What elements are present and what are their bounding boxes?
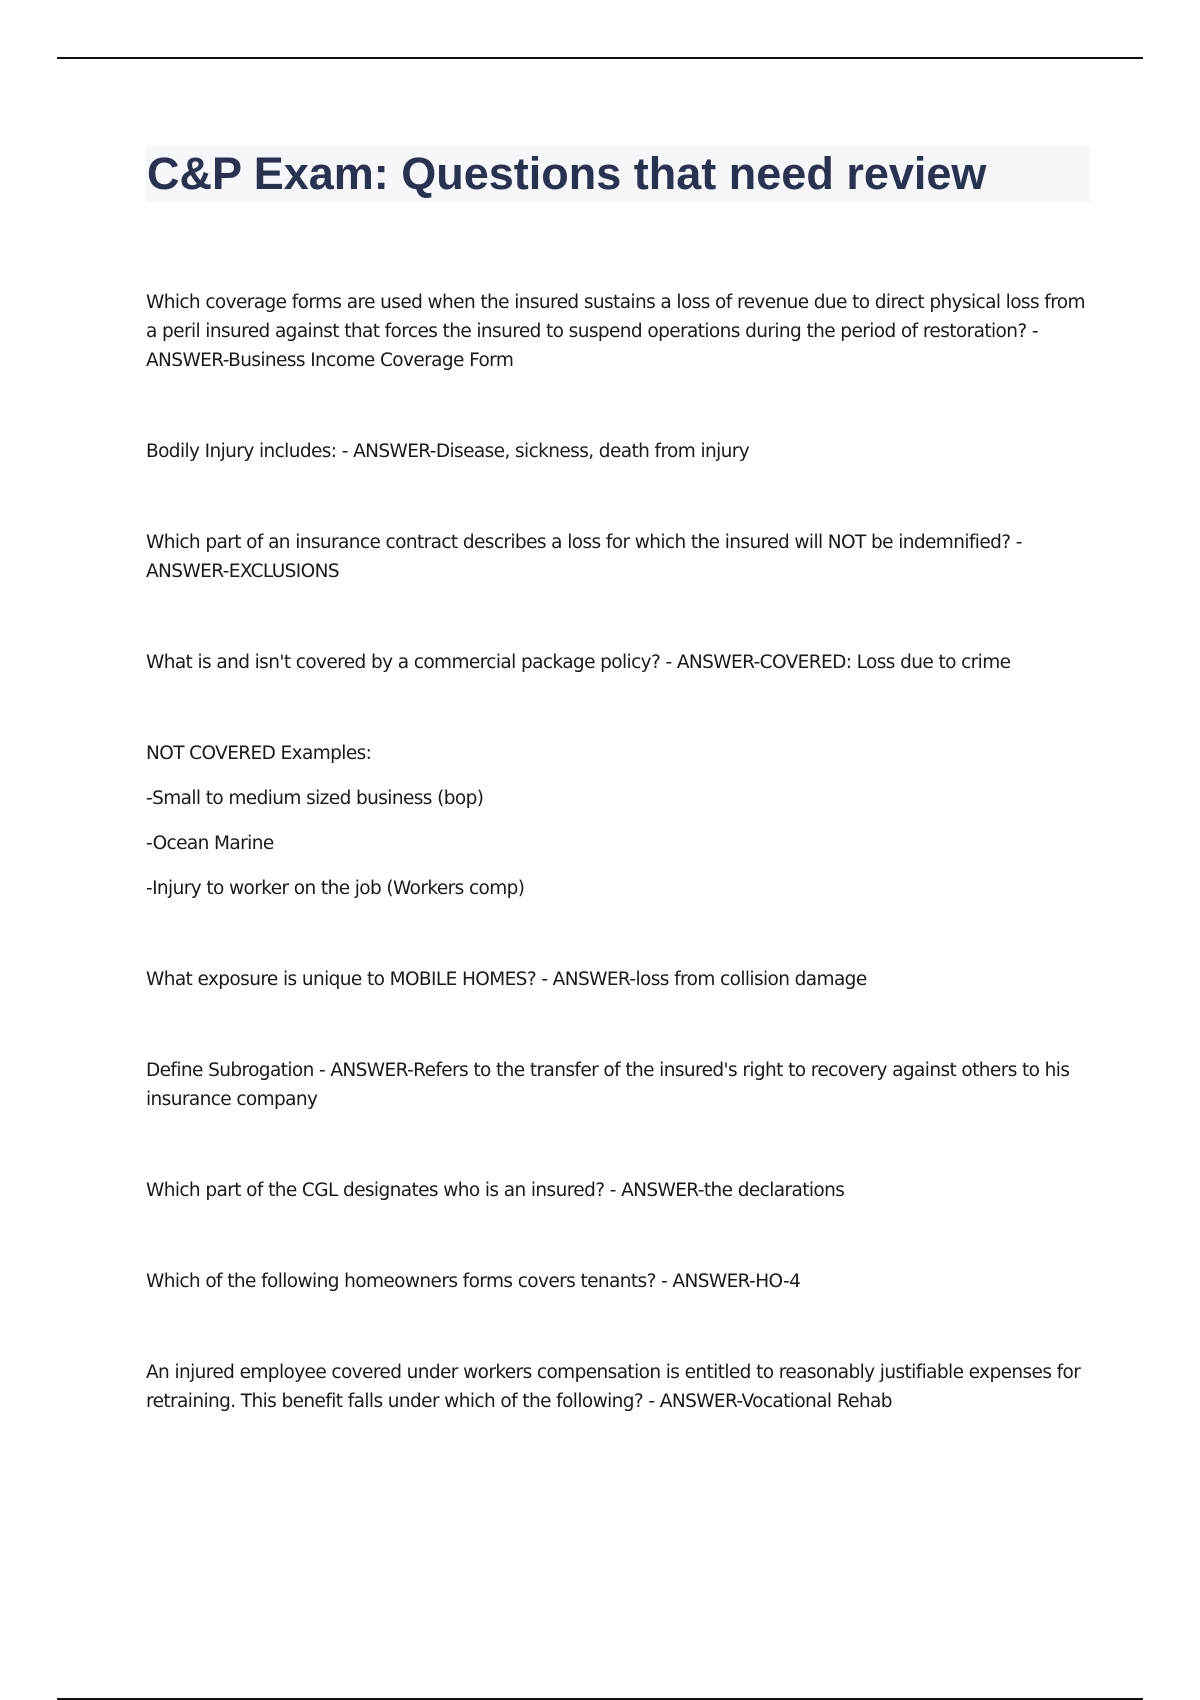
qa-item: Which of the following homeowners forms covers tenants? - ANSWER-HO-4 xyxy=(146,1271,801,1292)
page-title: C&P Exam: Questions that need review xyxy=(147,148,987,199)
qa-list xyxy=(146,288,1090,1416)
title-banner xyxy=(146,146,1090,202)
qa-item: An injured employee covered under workers compensation is entitled to reasonably justifiable expenses for retraining. This benefit falls under which of the following? - ANSWER-Vocational Rehab xyxy=(146,1362,1081,1412)
not-covered-item: -Small to medium sized business (bop) xyxy=(146,788,484,809)
not-covered-item: -Ocean Marine xyxy=(146,833,274,854)
qa-item: Bodily Injury includes: - ANSWER-Disease, sickness, death from injury xyxy=(146,441,750,462)
not-covered-heading: NOT COVERED Examples: xyxy=(146,743,372,764)
qa-item: Define Subrogation - ANSWER-Refers to the transfer of the insured's right to recovery against others to his insurance company xyxy=(146,1060,1070,1110)
qa-item: Which coverage forms are used when the insured sustains a loss of revenue due to direct physical loss from a peril insured against that forces the insured to suspend operations during the period of restoration? - ANSWER-Business Income Coverage Form xyxy=(146,292,1085,371)
qa-item: What is and isn't covered by a commercial package policy? - ANSWER-COVERED: Loss due to crime xyxy=(146,652,1011,673)
not-covered-item: -Injury to worker on the job (Workers comp) xyxy=(146,878,525,899)
qa-item: What exposure is unique to MOBILE HOMES? - ANSWER-loss from collision damage xyxy=(146,969,867,990)
qa-item: Which part of the CGL designates who is an insured? - ANSWER-the declarations xyxy=(146,1180,845,1201)
qa-item: Which part of an insurance contract describes a loss for which the insured will NOT be indemnified? - ANSWER-EXCLUSIONS xyxy=(146,532,1022,582)
top-rule xyxy=(57,57,1143,59)
